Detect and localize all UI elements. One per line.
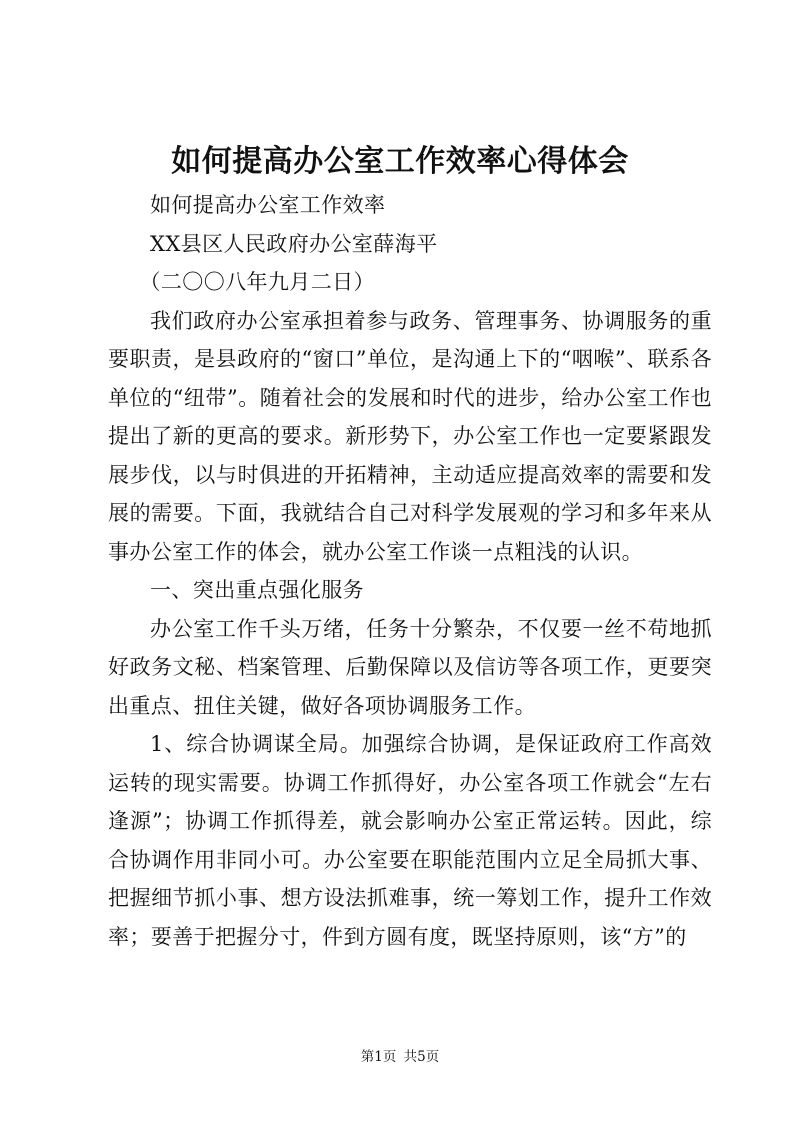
body-paragraph: 我们政府办公室承担着参与政务、管理事务、协调服务的重要职责，是县政府的“窗口”单位，是沟通上下的“咽喉”、联系各单位的“纽带”。随着社会的发展和时代的进步，给办公室工作也提出了新的更高的要求。新形势下，办公室工作也一定要紧跟发展步伐，以与时俱进的开拓精神，主动适应提高效率的需要和发展的需要。下面，我就结合自己对科学发展观的学习和多年来从事办公室工作的体会，就办公室工作谈一点粗浅的认识。: [108, 308, 712, 564]
date-line: （二〇〇八年九月二日）: [139, 270, 375, 294]
page-footer: 第1页 共5页: [360, 1049, 440, 1065]
body-paragraph: 办公室工作千头万绪，任务十分繁杂，不仅要一丝不苟地抓好政务文秘、档案管理、后勤保障以及信访等各项工作，更要突出重点、扭住关键，做好各项协调服务工作。: [108, 616, 712, 718]
author-line: XX县区人民政府办公室薛海平: [150, 231, 438, 256]
subtitle-line: 如何提高办公室工作效率: [150, 193, 386, 217]
body-paragraph: 1、综合协调谋全局。加强综合协调，是保证政府工作高效运转的现实需要。协调工作抓得好，办公室各项工作就会“左右逢源”；协调工作抓得差，就会影响办公室正常运转。因此，综合协调作用非同小可。办公室要在职能范围内立足全局抓大事、把握细节抓小事、想方设法抓难事，统一筹划工作，提升工作效率；要善于把握分寸，件到方圆有度，既坚持原则，该“方”的: [108, 732, 712, 949]
document-body: [108, 186, 712, 956]
section-heading: 一、突出重点强化服务: [150, 578, 364, 602]
document-title: 如何提高办公室工作效率心得体会: [171, 144, 629, 179]
